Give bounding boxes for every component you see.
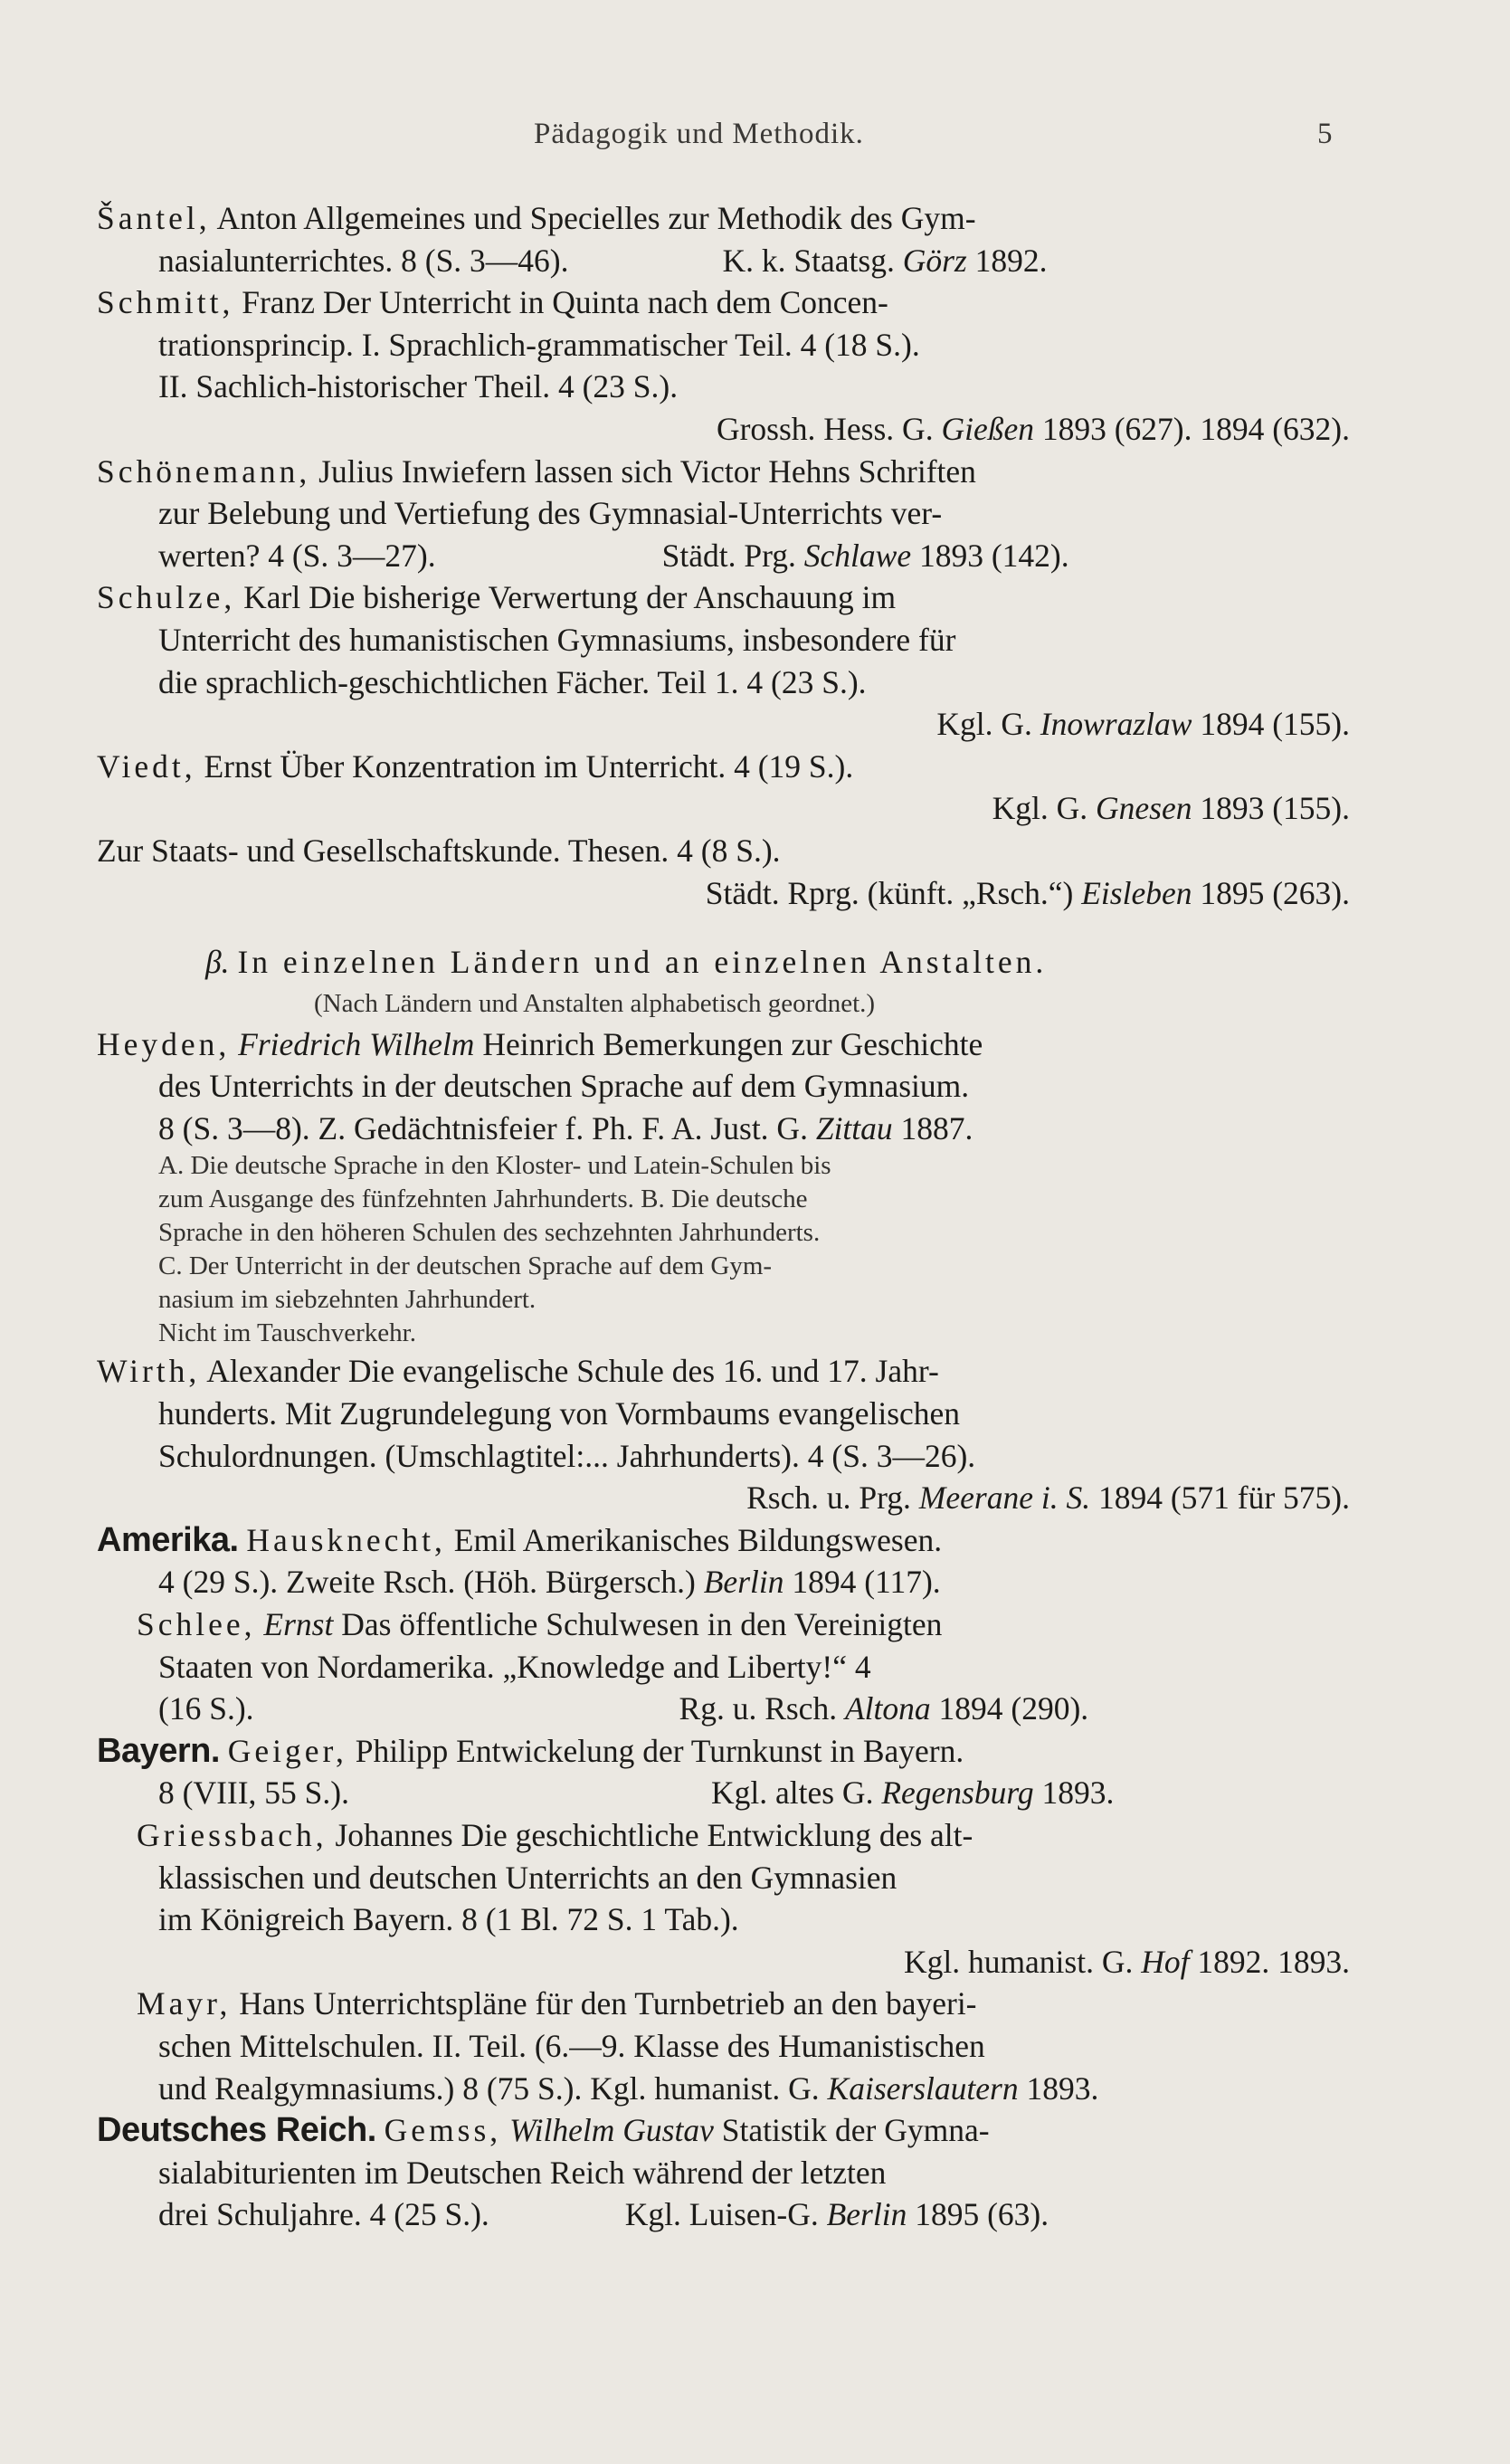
- author-name: Schönemann,: [97, 452, 311, 490]
- entry-heyden: [97, 1023, 1350, 1351]
- entry-text: Staaten von Nordamerika. „Knowledge and Liberty!“ 4: [158, 1648, 871, 1685]
- entry-text: Johannes Die geschichtliche Entwicklung des alt-: [335, 1817, 973, 1853]
- institution: K. k. Staatsg.: [722, 242, 895, 279]
- author-given-name: Friedrich Wilhelm: [238, 1025, 475, 1062]
- year: 1893 (627). 1894 (632).: [1041, 410, 1350, 447]
- place-name: Hof: [1141, 1943, 1190, 1980]
- entry-text: Das öffentliche Schulwesen in den Vereinigten: [341, 1606, 943, 1643]
- entry-text: 8 (VIII, 55 S.).: [158, 1774, 349, 1812]
- author-name: Schulze,: [97, 579, 236, 616]
- institution: Städt. Rprg. (künft. „Rsch.“): [705, 874, 1074, 911]
- bibliography-list: [97, 197, 1350, 2236]
- entry-text: Emil Amerikanisches Bildungswesen.: [453, 1521, 943, 1558]
- author-name: Schmitt,: [97, 284, 234, 321]
- place-name: Gießen: [941, 410, 1034, 447]
- institution: Städt. Prg.: [661, 537, 796, 574]
- content-note: nasium im siebzehnten Jahrhundert.: [158, 1285, 537, 1315]
- entry-text: Philipp Entwickelung der Turnkunst in Bayern.: [355, 1732, 964, 1769]
- year: 1893.: [1041, 1774, 1115, 1812]
- institution: Kgl. G.: [936, 706, 1032, 743]
- place-name: Altona: [844, 1690, 931, 1727]
- year: 1892. 1893.: [1197, 1943, 1350, 1980]
- entry-text: (16 S.).: [158, 1690, 254, 1727]
- entry-viedt: [97, 746, 1350, 830]
- entry-text: Unterricht des humanistischen Gymnasiums, insbesondere für: [158, 621, 956, 658]
- year: 1893 (155).: [1200, 790, 1350, 827]
- entry-text: schen Mittelschulen. II. Teil. (6.—9. Klasse des Humanistischen: [158, 2027, 985, 2064]
- entry-text: trationsprincip. I. Sprachlich-grammatischer Teil. 4 (18 S.).: [158, 326, 920, 363]
- entry-schoenemann: [97, 451, 1350, 577]
- author-name: Geiger,: [227, 1732, 347, 1769]
- entry-text: die sprachlich-geschichtlichen Fächer. Teil 1. 4 (23 S.).: [158, 663, 867, 700]
- section-note: (Nach Ländern und Anstalten alphabetisch geordnet.): [314, 988, 876, 1018]
- section-title: In einzelnen Ländern und an einzelnen Anstalten.: [237, 944, 1048, 981]
- year: 1895 (263).: [1200, 874, 1350, 911]
- entry-text: Zur Staats- und Gesellschaftskunde. Thesen. 4 (8 S.).: [97, 832, 781, 869]
- entry-schmitt: [97, 281, 1350, 450]
- entry-deutsches-reich: [97, 2109, 1350, 2236]
- entry-text: 8 (S. 3—8). Z. Gedächtnisfeier f. Ph. F. A. Just. G.: [158, 1109, 808, 1146]
- place-name: Kaiserslautern: [827, 2069, 1019, 2107]
- place-name: Gnesen: [1096, 790, 1192, 827]
- author-name: Šantel,: [97, 200, 211, 236]
- year: 1894 (155).: [1200, 706, 1350, 743]
- author-name: Wirth,: [97, 1353, 201, 1390]
- year: 1887.: [900, 1109, 973, 1146]
- entry-text: hunderts. Mit Zugrundelegung von Vormbaums evangelischen: [158, 1395, 961, 1432]
- entry-text: Heinrich Bemerkungen zur Geschichte: [482, 1025, 983, 1062]
- author-given-name: Wilhelm Gustav: [509, 2112, 714, 2149]
- entry-text: werten? 4 (S. 3—27).: [158, 537, 436, 574]
- place-name: Görz: [902, 242, 967, 279]
- country-heading: Deutsches Reich.: [97, 2111, 376, 2150]
- entry-bayern: [97, 1730, 1350, 2109]
- entry-text: im Königreich Bayern. 8 (1 Bl. 72 S. 1 Tab.).: [158, 1901, 739, 1938]
- author-given-name: Ernst: [263, 1606, 334, 1643]
- institution: Kgl. humanist. G.: [903, 1943, 1134, 1980]
- place-name: Inowrazlaw: [1040, 706, 1192, 743]
- entry-text: zur Belebung und Vertiefung des Gymnasial-Unterrichts ver-: [158, 495, 943, 532]
- spacer: [97, 914, 1350, 941]
- place-name: Berlin: [703, 1564, 784, 1601]
- entry-text: des Unterrichts in der deutschen Sprache auf dem Gymnasium.: [158, 1068, 970, 1105]
- entry-zur-staatskunde: [97, 830, 1350, 914]
- entry-schulze: [97, 576, 1350, 745]
- content-note: Sprache in den höheren Schulen des sechzehnten Jahrhunderts.: [158, 1218, 821, 1248]
- entry-text: drei Schuljahre. 4 (25 S.).: [158, 2196, 489, 2233]
- institution: Grossh. Hess. G.: [716, 410, 934, 447]
- entry-text: Hans Unterrichtspläne für den Turnbetrieb an den bayeri-: [239, 1985, 977, 2022]
- author-name: Griessbach,: [137, 1817, 328, 1853]
- entry-text: Julius Inwiefern lassen sich Victor Hehns Schriften: [318, 452, 976, 490]
- entry-text: klassischen und deutschen Unterrichts an den Gymnasien: [158, 1859, 897, 1896]
- institution: Kgl. Luisen-G.: [624, 2196, 819, 2233]
- entry-text: Statistik der Gymna-: [721, 2112, 990, 2149]
- header-title: Pädagogik und Methodik.: [534, 118, 864, 150]
- content-note: C. Der Unterricht in der deutschen Sprache auf dem Gym-: [158, 1251, 773, 1281]
- page-number: 5: [1317, 118, 1333, 150]
- place-name: Regensburg: [881, 1774, 1034, 1812]
- year: 1894 (117).: [792, 1564, 941, 1601]
- author-name: Heyden,: [97, 1025, 231, 1062]
- place-name: Schlawe: [803, 537, 912, 574]
- entry-text: Alexander Die evangelische Schule des 16. und 17. Jahr-: [206, 1353, 939, 1390]
- content-note: A. Die deutsche Sprache in den Kloster- und Latein-Schulen bis: [158, 1151, 831, 1181]
- institution: Rsch. u. Prg.: [746, 1479, 911, 1517]
- place-name: Eisleben: [1081, 874, 1192, 911]
- entry-text: Anton Allgemeines und Specielles zur Methodik des Gym-: [216, 200, 976, 236]
- year: 1892.: [974, 242, 1048, 279]
- content-note: zum Ausgange des fünfzehnten Jahrhunderts. B. Die deutsche: [158, 1184, 808, 1214]
- place-name: Berlin: [826, 2196, 907, 2233]
- entry-text: nasialunterrichtes. 8 (S. 3—46).: [158, 242, 569, 279]
- entry-text: 4 (29 S.). Zweite Rsch. (Höh. Bürgersch.): [158, 1564, 696, 1601]
- author-name: Gemss,: [384, 2112, 502, 2149]
- institution: Kgl. altes G.: [711, 1774, 874, 1812]
- section-heading-beta: [97, 941, 1350, 1023]
- section-symbol: β.: [205, 944, 230, 981]
- entry-text: II. Sachlich-historischer Theil. 4 (23 S.).: [158, 368, 679, 405]
- year: 1893 (142).: [918, 537, 1069, 574]
- author-name: Schlee,: [137, 1606, 256, 1643]
- place-name: Meerane i. S.: [918, 1479, 1091, 1517]
- institution: Rg. u. Rsch.: [679, 1690, 838, 1727]
- author-name: Viedt,: [97, 747, 196, 785]
- entry-wirth: [97, 1350, 1350, 1518]
- author-name: Mayr,: [137, 1985, 232, 2022]
- entry-text: und Realgymnasiums.) 8 (75 S.). Kgl. humanist. G.: [158, 2069, 820, 2107]
- year: 1893.: [1026, 2069, 1099, 2107]
- entry-text: sialabiturienten im Deutschen Reich während der letzten: [158, 2154, 887, 2191]
- institution: Kgl. G.: [992, 790, 1088, 827]
- entry-text: Ernst Über Konzentration im Unterricht. 4 (19 S.).: [204, 747, 854, 785]
- entry-text: Karl Die bisherige Verwertung der Anschauung im: [243, 579, 897, 616]
- entry-text: Franz Der Unterricht in Quinta nach dem Concen-: [242, 284, 888, 321]
- entry-amerika: [97, 1519, 1350, 1730]
- year: 1895 (63).: [915, 2196, 1049, 2233]
- year: 1894 (290).: [938, 1690, 1089, 1727]
- exchange-note: Nicht im Tauschverkehr.: [158, 1318, 416, 1348]
- author-name: Hausknecht,: [246, 1521, 446, 1558]
- country-heading: Bayern.: [97, 1731, 220, 1770]
- place-name: Zittau: [815, 1109, 893, 1146]
- entry-text: Schulordnungen. (Umschlagtitel:... Jahrhunderts). 4 (S. 3—26).: [158, 1437, 976, 1474]
- entry-santel: [97, 197, 1350, 281]
- year: 1894 (571 für 575).: [1097, 1479, 1350, 1517]
- country-heading: Amerika.: [97, 1520, 239, 1559]
